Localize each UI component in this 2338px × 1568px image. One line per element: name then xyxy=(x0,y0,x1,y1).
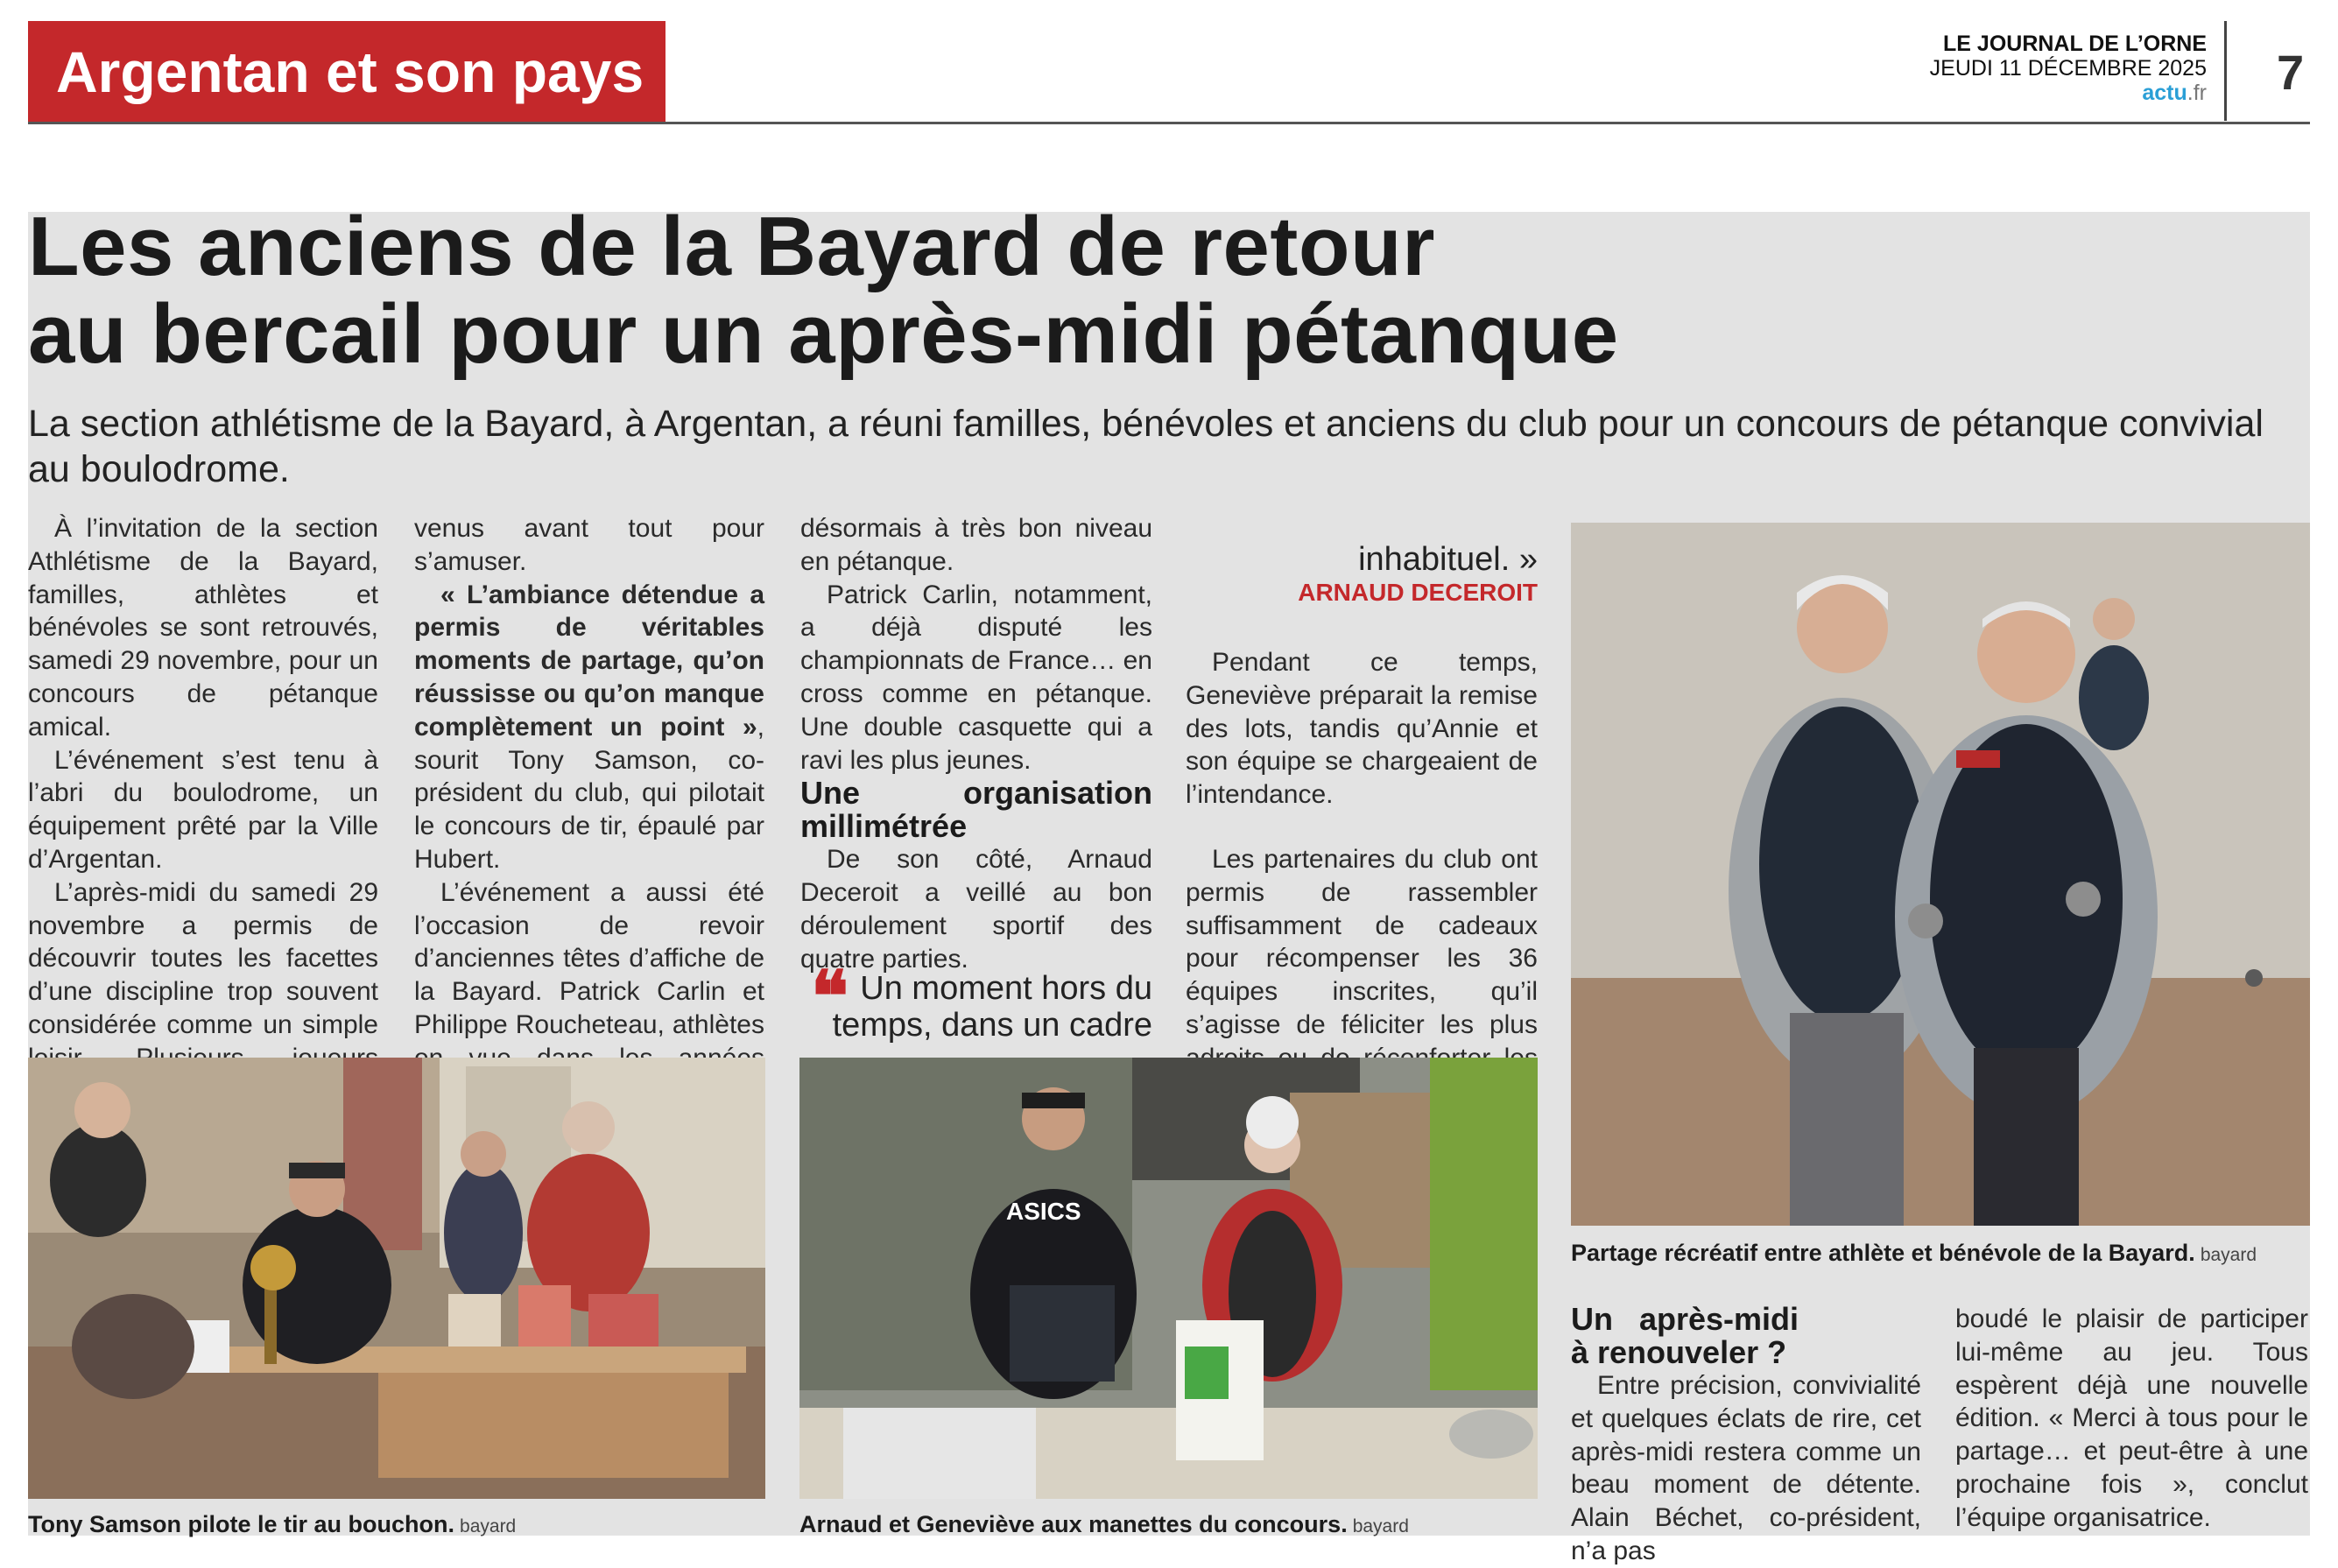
site-link[interactable] xyxy=(1930,81,2207,105)
photo-caption xyxy=(1571,1240,2257,1267)
paragraph: Les partenaires du club ont permis de rassembler suffisamment de cadeaux pour récompenser les 36 équipes inscrites, qu’il s’agisse de féliciter les plus xyxy=(1186,844,1538,1039)
pull-quote xyxy=(800,955,1152,1044)
paragraph: L’après-midi du samedi 29 novembre a permis de découvrir toutes les facettes d’une discipline trop souvent considérée comme un simple xyxy=(28,877,378,1039)
pull-quote-author: ARNAUD DECEROIT xyxy=(1298,579,1538,606)
photo-caption xyxy=(799,1511,1409,1538)
photo-tony-samson xyxy=(28,1058,765,1499)
pull-quote-end xyxy=(1186,541,1538,608)
masthead xyxy=(1930,32,2207,105)
section-title: Argentan et son pays xyxy=(28,21,665,123)
paragraph: Entre précision, convivialité et quelques éclats de rire, cet après-midi restera comme un beau moment de détente. Alain Béchet, co-président, n’a pas xyxy=(1571,1371,1921,1565)
photo-credit: bayard xyxy=(1352,1516,1409,1536)
caption-text: Arnaud et Geneviève aux manettes du concours. xyxy=(799,1511,1348,1537)
photo-athlete-benevole xyxy=(1571,523,2310,1226)
asics-logo: ASICS xyxy=(1006,1198,1081,1225)
paragraph: venus avant tout pour s’amuser. xyxy=(414,514,764,576)
paragraph: L’événement s’est tenu à l’abri du boulodrome, un équipement prêté par la Ville d’Argentan. xyxy=(28,745,378,874)
headline xyxy=(28,200,2270,381)
article-column-3 xyxy=(800,512,1152,976)
article-column-2 xyxy=(414,512,764,1141)
photo-caption xyxy=(28,1511,516,1538)
header-vertical-divider xyxy=(2224,21,2227,121)
article-column-5 xyxy=(1571,1303,1921,1568)
photo-arnaud-genevieve xyxy=(799,1058,1538,1499)
paragraph: L’événement a aussi été l’occasion de revoir d’anciennes têtes d’affiche de la Bayard. Patrick Carlin et Philippe Roucheteau, athlètes xyxy=(414,877,764,1039)
paragraph: boudé le plaisir de participer lui-même au jeu. Tous espèrent déjà une nouvelle édition. « Merci à tous pour le partage… et peut-être à une prochaine fois », conclut l’équipe organisatrice. xyxy=(1955,1304,2308,1532)
paragraph: Pendant ce temps, Geneviève préparait la remise des lots, tandis qu’Annie et son équipe se chargeaient de l’intendance. xyxy=(1186,648,1538,810)
paragraph: À l’invitation de la section Athlétisme de la Bayard, familles, athlètes et bénévoles se sont retrouvés, samedi 29 novembre, pour un concours de pétanque amical. xyxy=(28,514,378,742)
quote-attribution: , sourit Tony Samson, co-président du club, qui pilotait le concours de tir, épaulé par Hubert. xyxy=(414,712,764,874)
paragraph: désormais à très bon niveau en pétanque. xyxy=(800,514,1152,576)
page-number: 7 xyxy=(2277,45,2305,100)
quote-mark-icon: ❝ xyxy=(811,955,849,1037)
newspaper-name: LE JOURNAL DE L’ORNE xyxy=(1943,32,2207,56)
issue-date: JEUDI 11 DÉCEMBRE 2025 xyxy=(1929,56,2207,81)
inline-quote: « L’ambiance détendue a permis de véritables moments de partage, qu’on réussisse ou qu’on manque complètement un point » xyxy=(414,580,764,742)
subheading: Une organisation millimétrée xyxy=(800,775,1152,845)
site-name: actu xyxy=(2142,81,2187,105)
paragraph: Patrick Carlin, notamment, a déjà disputé les championnats de France… en cross comme en pétanque. Une double casquette qui a ravi les plus jeunes. xyxy=(800,580,1152,775)
photo-credit: bayard xyxy=(460,1516,517,1536)
caption-text: Tony Samson pilote le tir au bouchon. xyxy=(28,1511,455,1537)
header-divider xyxy=(28,122,2310,124)
pull-quote-text-end: inhabituel. » xyxy=(1358,541,1538,578)
pull-quote-text: Un moment hors du temps, dans un cadre xyxy=(832,970,1152,1044)
standfirst: La section athlétisme de la Bayard, à Argentan, a réuni familles, bénévoles et anciens du club pour un concours de pétanque convivial au boulodrome. xyxy=(28,403,2264,490)
caption-text: Partage récréatif entre athlète et bénévole de la Bayard. xyxy=(1571,1240,2195,1266)
photo-credit: bayard xyxy=(2200,1245,2257,1265)
subheading: Un après-midi à renouveler ? xyxy=(1571,1301,1799,1370)
article-column-4 xyxy=(1186,646,1538,1107)
paragraph-with-quote xyxy=(414,579,764,876)
headline-line-1: Les anciens de la Bayard de retour xyxy=(28,200,1435,293)
article-column-6 xyxy=(1955,1303,2308,1535)
paragraph: De son côté, Arnaud Deceroit a veillé au bon déroulement sportif des quatre parties. xyxy=(800,845,1152,974)
headline-line-2: au bercail pour un après-midi pétanque xyxy=(28,287,1619,381)
site-tld: .fr xyxy=(2187,81,2207,105)
